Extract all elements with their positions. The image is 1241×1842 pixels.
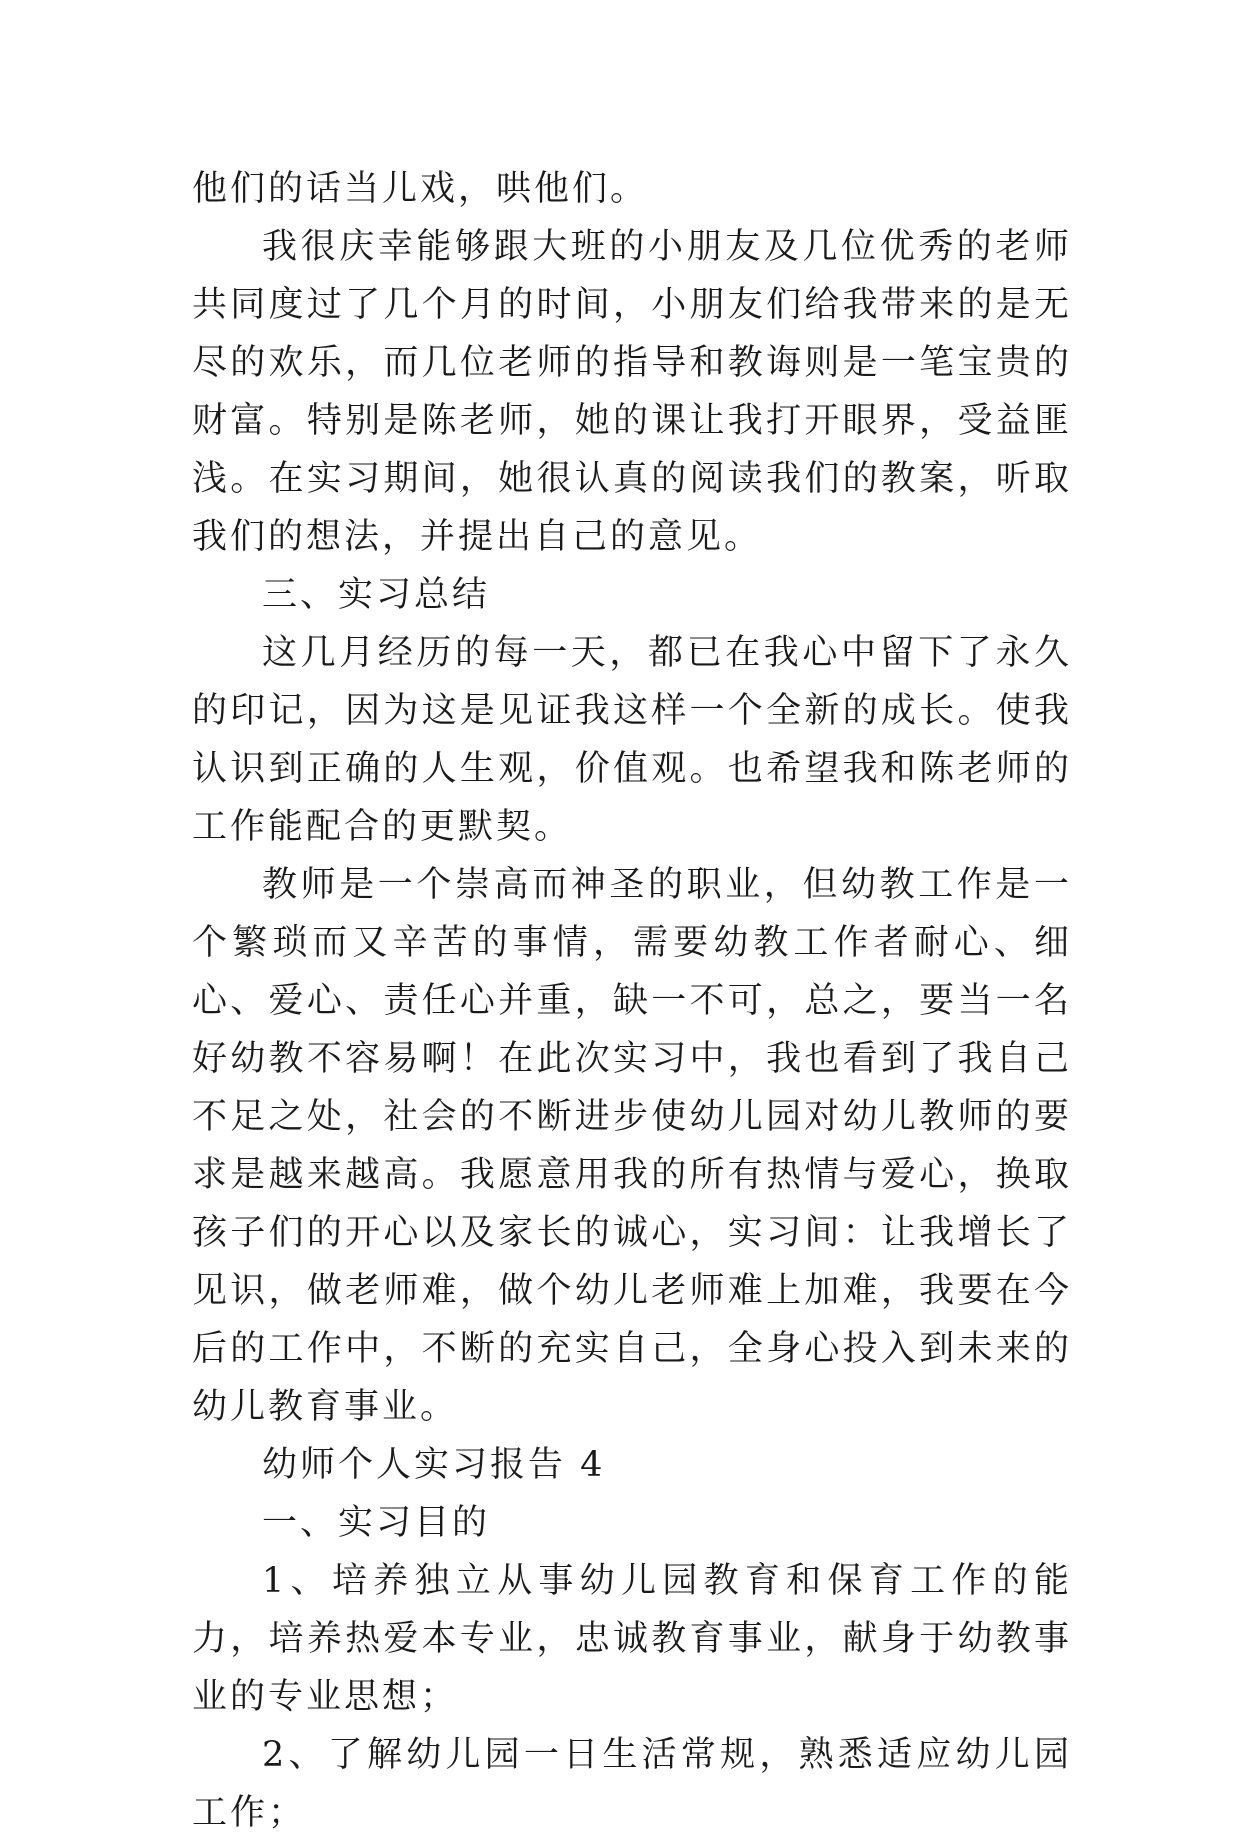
paragraph-3: 这几月经历的每一天，都已在我心中留下了永久的印记，因为这是见证我这样一个全新的成长。使我认识到正确的人生观，价值观。也希望我和陈老师的工作能配合的更默契。 (192, 633, 1072, 847)
list-item-1: 1、培养独立从事幼儿园教育和保育工作的能力，培养热爱本专业，忠诚教育事业，献身于幼教事业的专业思想； (192, 1561, 1072, 1717)
section-heading-purpose: 一、实习目的 (262, 1503, 491, 1543)
paragraph-1: 他们的话当儿戏，哄他们。 (192, 169, 649, 209)
section-heading-summary: 三、实习总结 (262, 575, 491, 615)
paragraph-2: 我很庆幸能够跟大班的小朋友及几位优秀的老师共同度过了几个月的时间，小朋友们给我带来的是无尽的欢乐，而几位老师的指导和教诲则是一笔宝贵的财富。特别是陈老师，她的课让我打开眼界，受益匪浅。在实习期间，她很认真的阅读我们的教案，听取我们的想法，并提出自己的意见。 (192, 227, 1072, 557)
report-title: 幼师个人实习报告 4 (262, 1445, 606, 1485)
paragraph-4: 教师是一个崇高而神圣的职业，但幼教工作是一个繁琐而又辛苦的事情，需要幼教工作者耐心、细心、爱心、责任心并重，缺一不可，总之，要当一名好幼教不容易啊！在此次实习中，我也看到了我自己不足之处，社会的不断进步使幼儿园对幼儿教师的要求是越来越高。我愿意用我的所有热情与爱心，换取孩子们的开心以及家长的诚心，实习间：让我增长了见识，做老师难，做个幼儿老师难上加难，我要在今后的工作中，不断的充实自己，全身心投入到未来的幼儿教育事业。 (192, 865, 1072, 1427)
document-body (192, 160, 1072, 1842)
list-item-2: 2、了解幼儿园一日生活常规，熟悉适应幼儿园工作； (192, 1735, 1072, 1833)
